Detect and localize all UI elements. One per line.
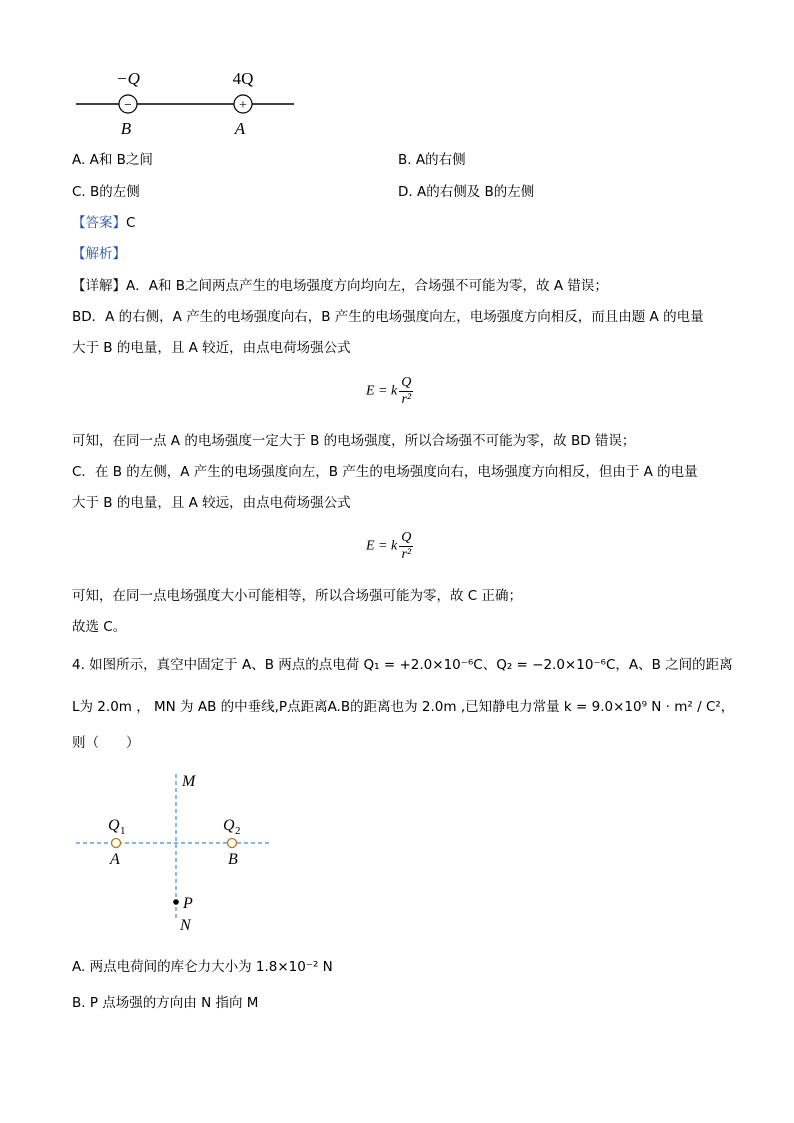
formula-2-lhs: E = k xyxy=(366,538,398,554)
detail-p6: 大于 B 的电量，且 A 较远，由点电荷场强公式 xyxy=(72,495,351,511)
charge-q1 xyxy=(112,839,121,848)
label-q1-sub: 1 xyxy=(120,825,126,837)
detail-p8: 故选 C。 xyxy=(72,619,127,635)
perpendicular-bisector-figure xyxy=(70,768,280,938)
label-a: A xyxy=(110,851,120,868)
label-p: P xyxy=(183,895,193,912)
option-c: C. B的左侧 xyxy=(72,184,140,200)
label-b: B xyxy=(228,851,238,868)
option-a: A. A和 B之间 xyxy=(72,152,153,168)
detail-p7: 可知，在同一点电场强度大小可能相等，所以合场强可能为零，故 C 正确； xyxy=(72,588,523,604)
q4-option-a: A. 两点电荷间的库仑力大小为 1.8×10⁻² N xyxy=(72,959,333,975)
q4-line2: L为 2.0m ， MN 为 AB 的中垂线,P点距离A.B的距离也为 2.0m ,已知静电力常量 k = 9.0×10⁹ N · m² / C²， xyxy=(72,699,735,715)
label-4q: 4Q xyxy=(232,69,254,88)
charge-q2 xyxy=(228,839,237,848)
label-a: A xyxy=(234,119,246,138)
q4-line1: 4. 如图所示，真空中固定于 A、B 两点的点电荷 Q₁ = +2.0×10⁻⁶C、Q₂ = −2.0×10⁻⁶C，A、B 之间的距离 xyxy=(72,657,733,673)
plus-sign: + xyxy=(239,98,247,113)
label-q2-sub: 2 xyxy=(235,825,241,837)
formula-1-lhs: E = k xyxy=(366,383,398,399)
formula-1-num: Q xyxy=(401,375,412,390)
minus-sign: − xyxy=(124,98,132,113)
answer-value: C xyxy=(126,215,136,231)
label-q1: Q xyxy=(108,817,120,834)
formula-1 xyxy=(366,375,415,408)
answer-line xyxy=(72,213,135,233)
label-n: N xyxy=(180,917,191,934)
label-m: M xyxy=(182,773,196,790)
label-q2: Q xyxy=(223,817,235,834)
option-b: B. A的右侧 xyxy=(398,152,466,168)
formula-2-den: r² xyxy=(401,547,412,562)
detail-p4: 可知，在同一点 A 的电场强度一定大于 B 的电场强度，所以合场强不可能为零，故 BD 错误； xyxy=(72,433,636,449)
formula-2-num: Q xyxy=(401,530,412,545)
charges-line-figure xyxy=(70,62,310,142)
q4-option-b: B. P 点场强的方向由 N 指向 M xyxy=(72,995,259,1011)
option-d: D. A的右侧及 B的左侧 xyxy=(398,184,535,200)
label-minus-q: −Q xyxy=(116,69,140,88)
detail-p1: 【详解】A．A和 B之间两点产生的电场强度方向均向左，合场强不可能为零，故 A 错误； xyxy=(72,278,608,294)
detail-p2: BD．A 的右侧，A 产生的电场强度向右，B 产生的电场强度向左，电场强度方向相反，而且由题 A 的电量 xyxy=(72,309,704,325)
detail-p5: C．在 B 的左侧，A 产生的电场强度向左，B 产生的电场强度向右，电场强度方向相反，但由于 A 的电量 xyxy=(72,464,698,480)
detail-p3: 大于 B 的电量，且 A 较近，由点电荷场强公式 xyxy=(72,340,351,356)
answer-label: 【答案】 xyxy=(72,215,126,231)
q4-line3: 则（ ） xyxy=(72,735,140,751)
point-p xyxy=(173,899,179,905)
label-b: B xyxy=(120,119,132,138)
analysis-label: 【解析】 xyxy=(72,246,126,262)
formula-2 xyxy=(366,530,415,563)
formula-1-den: r² xyxy=(401,392,412,407)
